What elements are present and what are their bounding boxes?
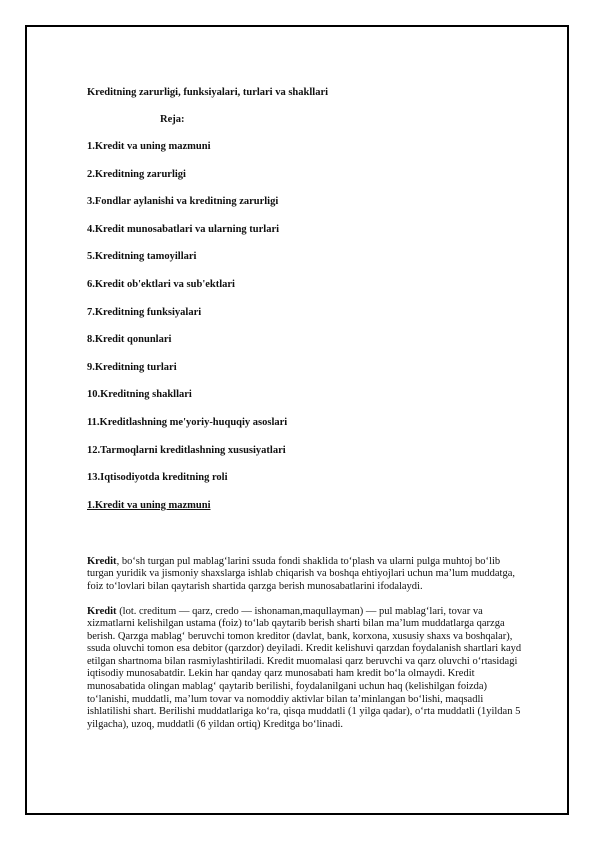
paragraph-text: (lot. creditum — qarz, credo — ishonaman,maqullayman) — pul mablag‘lari, tovar va xizmatlarni kelishilgan ustama (foiz) to‘lab qaytarib berish sharti bilan ma’lum muddatlarga qarzga berish. Qarzga mablag‘ beruvchi tomon kreditor (davlat, bank, korxona, xususiy shaxs va boshqalar), ssuda oluvchi tomon esa debitor (qarzdor) deyiladi. Kredit kelishuvi qarzdan foydalanish shartlari kayd etilgan shartnoma bilan rasmiylashtiriladi. Kredit muomalasi qarz beruvchi va qarz oluvchi o‘rtasidagi iqtisodiy munosabatdir. Lekin har qanday qarz munosabati ham kredit bo‘la olmaydi. Kredit munosabatida olingan mablag‘ qaytarib berilishi, foydalanilgani uchun haq (kelishilgan foizda) to‘lanishi, muddatli, ma’lum tovar va nomoddiy aktivlar bilan ta’minlangan bo‘lishi, maqsadli ishlatilishi shart. Berilishi muddatlariga ko‘ra, qisqa muddatli (1 yilga qadar), o‘rta muddatli (1yildan 5 yilgacha), uzoq, muddatli (6 yildan ortiq) Kreditga bo‘linadi. <box>87 605 522 730</box>
table-of-contents <box>87 140 527 484</box>
plan-heading: Reja: <box>160 114 185 125</box>
toc-item: 3.Fondlar aylanishi va kreditning zarurligi <box>87 196 279 208</box>
section-heading: 1.Kredit va uning mazmuni <box>87 499 211 511</box>
document-title: Kreditning zarurligi, funksiyalari, turlari va shakllari <box>87 87 329 98</box>
document-body <box>87 86 527 743</box>
paragraph-term: Kredit <box>87 605 117 617</box>
toc-item: 9.Kreditning turlari <box>87 361 177 373</box>
paragraph-definition <box>87 556 527 594</box>
toc-item: 12.Tarmoqlarni kreditlashning xususiyatlari <box>87 444 286 456</box>
toc-item: 4.Kredit munosabatlari va ularning turlari <box>87 223 280 235</box>
paragraph-etymology <box>87 606 527 732</box>
paragraph-text: , bo‘sh turgan pul mablag‘larini ssuda fondi shaklida to‘plash va ularni pulga muhtoj bo‘lib turgan yuridik va jismoniy shaxslarga ishlab chiqarish va boshqa ehtiyojlari uchun ma’lum muddatga, foiz to‘lovlari bilan qaytarish shartida qarzga berish munosabatlarini ifodalaydi. <box>87 555 515 592</box>
toc-item: 13.Iqtisodiyotda kreditning roli <box>87 472 228 484</box>
toc-item: 5.Kreditning tamoyillari <box>87 251 197 263</box>
toc-item: 6.Kredit ob'ektlari va sub'ektlari <box>87 278 235 290</box>
toc-item: 7.Kreditning funksiyalari <box>87 306 202 318</box>
toc-item: 11.Kreditlashning me'yoriy-huquqiy asoslari <box>87 416 288 428</box>
toc-item: 10.Kreditning shakllari <box>87 389 192 401</box>
paragraph-term: Kredit <box>87 555 117 567</box>
toc-item: 2.Kreditning zarurligi <box>87 168 186 180</box>
toc-item: 8.Kredit qonunlari <box>87 334 172 346</box>
toc-item: 1.Kredit va uning mazmuni <box>87 141 211 152</box>
